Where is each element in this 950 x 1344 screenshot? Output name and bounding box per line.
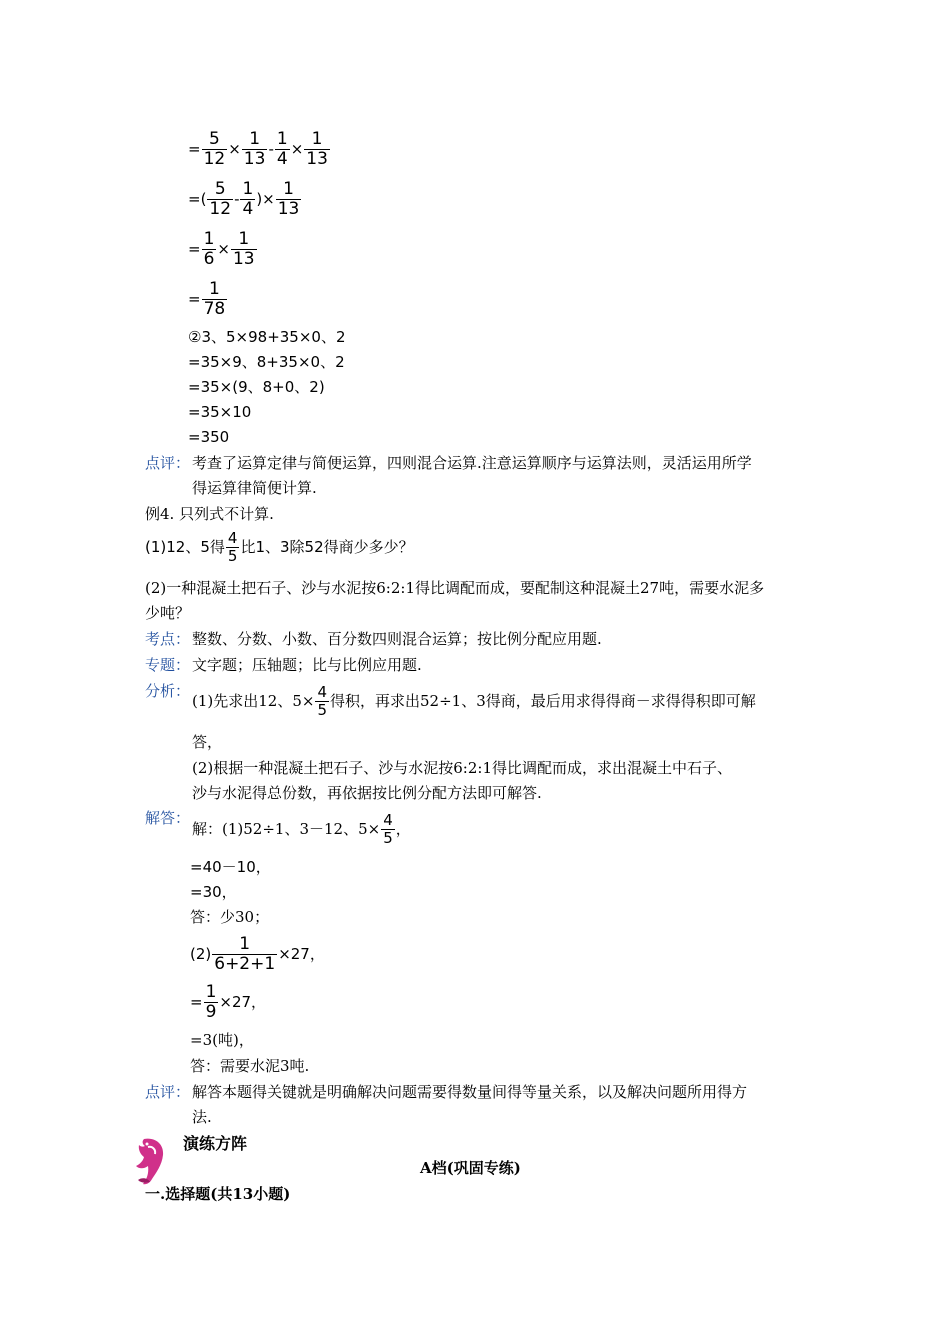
practice-level: A档(巩固专练) [420,1159,521,1177]
example-title: 例4. 只列式不计算. [145,505,274,523]
fraction: $\frac{5}{12}$ [203,129,226,169]
solution-line: = $\frac{1}{9}$ ×27， [190,982,267,1022]
comment-text: 得运算律简便计算. [192,479,317,497]
calc1-step2: =( $\frac{5}{12}$ - $\frac{1}{4}$ )× $\frac{1}{13}$ [188,179,300,219]
fraction: $\frac{1}{13}$ [243,129,266,169]
fenxi-paragraph-2: (2)根据一种混凝土把石子、沙与水泥按6:2:1得比调配而成，求出混凝土中石子、 [192,759,732,777]
example-question-2-cont: 少吨？ [145,604,191,622]
fraction: $\frac{1}{78}$ [203,279,226,319]
fraction: $\frac{1}{4}$ [276,129,288,169]
calc2-line: =35×(9、8+0、2) [188,378,325,396]
zhuanti-label: 专题： [145,656,191,674]
fraction: $\frac{1}{6+2+1}$ [214,934,276,974]
calc2-line: =35×9、8+35×0、2 [188,353,345,371]
calc2-line: =35×10 [188,403,252,421]
zhuanti-text: 文字题；压轴题；比与比例应用题. [192,656,422,674]
calc1-step3: = $\frac{1}{6}$ × $\frac{1}{13}$ [188,229,255,269]
fraction: $\frac{4}{5}$ [227,529,238,565]
solution-line: (2) $\frac{1}{6+2+1}$ ×27， [190,934,325,974]
fraction: $\frac{1}{13}$ [232,229,255,269]
example-question-1: (1)12、5得 $\frac{4}{5}$ 比1、3除52得商少多少？ [145,529,414,565]
fraction: $\frac{4}{5}$ [317,683,327,719]
calc1-step1: = $\frac{5}{12}$ × $\frac{1}{13}$ - $\frac{1}{4}$ × $\frac{1}{13}$ [188,129,328,169]
comment-label: 点评： [145,1083,191,1101]
fraction: $\frac{1}{9}$ [205,982,217,1022]
solution-line: 答：需要水泥3吨. [190,1057,310,1075]
calc2-line: =350 [188,428,230,446]
fraction: $\frac{1}{6}$ [203,229,215,269]
comment-text: 法. [192,1108,212,1126]
example-question-2: (2)一种混凝土把石子、沙与水泥按6:2:1得比调配而成，要配制这种混凝土27吨，需要水泥多 [145,579,765,597]
fenxi-paragraph-2-cont: 沙与水泥得总份数，再依据按比例分配方法即可解答. [192,784,542,802]
dolphin-icon [130,1135,172,1187]
solution-line: 答：少30； [190,908,270,926]
solution-line: 解：(1)52÷1、3－12、5× $\frac{4}{5}$ ， [192,811,411,847]
calc1-step4: = $\frac{1}{78}$ [188,279,226,319]
jieda-label: 解答： [145,809,191,827]
fenxi-label: 分析： [145,682,191,700]
fenxi-paragraph-1-cont: 答， [192,733,223,751]
fenxi-paragraph-1: (1)先求出12、5× $\frac{4}{5}$ 得积，再求出52÷1、3得商，最后用求得得商－求得得积即可解 [192,683,756,719]
kaodian-label: 考点： [145,630,191,648]
solution-line: =30， [190,883,237,901]
calc2-line: ②3、5×98+35×0、2 [188,328,346,346]
fraction: $\frac{1}{4}$ [242,179,254,219]
fraction: $\frac{1}{13}$ [306,129,328,169]
section-title: 一.选择题(共13小题) [145,1185,291,1203]
comment-label: 点评： [145,454,191,472]
fraction: $\frac{4}{5}$ [383,811,393,847]
solution-line: =3(吨)， [190,1031,254,1049]
fraction: $\frac{1}{13}$ [277,179,300,219]
solution-line: =40－10， [190,858,271,876]
comment-text: 考查了运算定律与简便运算，四则混合运算.注意运算顺序与运算法则，灵活运用所学 [192,454,752,472]
fraction: $\frac{5}{12}$ [209,179,232,219]
practice-heading: 演练方阵 [183,1134,248,1153]
kaodian-text: 整数、分数、小数、百分数四则混合运算；按比例分配应用题. [192,630,602,648]
comment-text: 解答本题得关键就是明确解决问题需要得数量间得等量关系，以及解决问题所用得方 [192,1083,748,1101]
